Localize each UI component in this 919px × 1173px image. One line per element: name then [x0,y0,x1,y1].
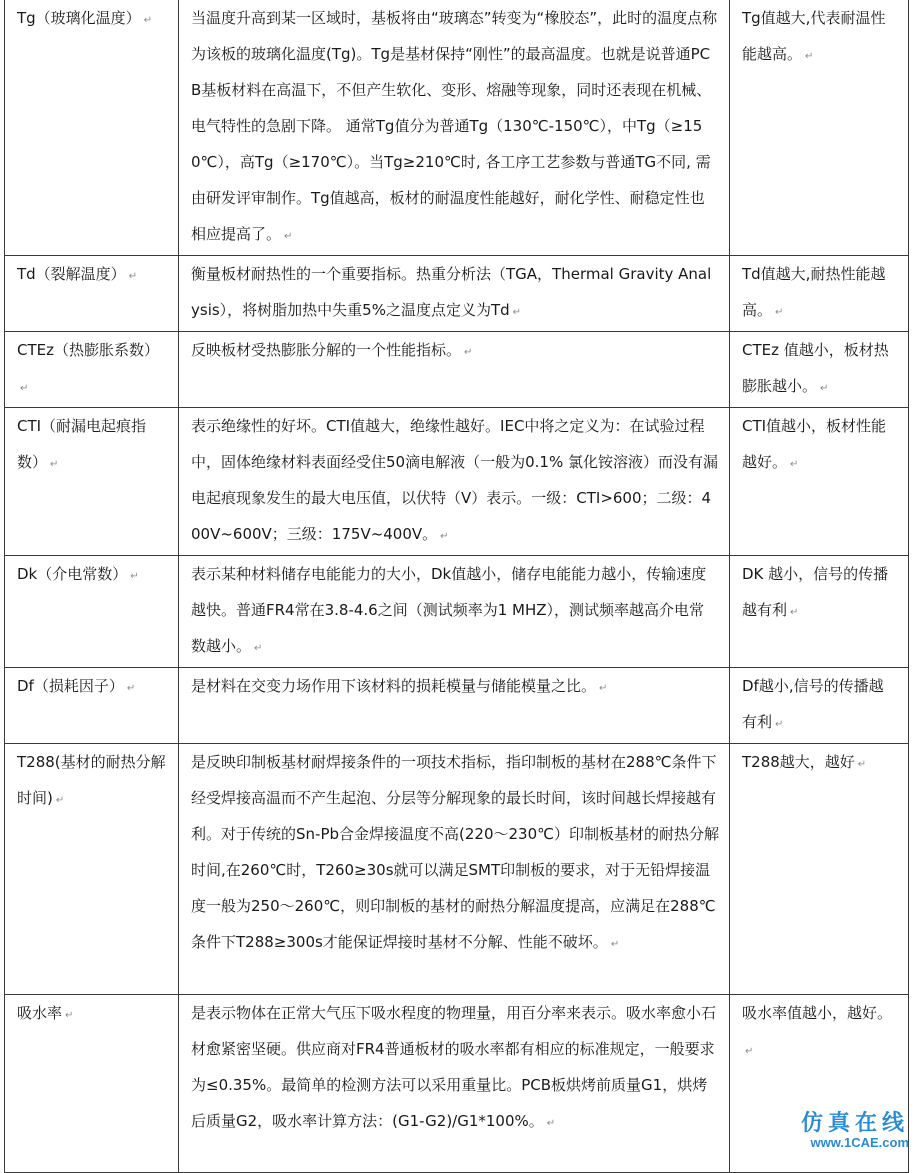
watermark-url: www.1CAE.com [810,1135,909,1150]
param-cell: CTEz（热膨胀系数）↵ [5,332,179,408]
description-cell: 当温度升高到某一区域时，基板将由“玻璃态”转变为“橡胶态”，此时的温度点称为该板的玻璃化温度(Tg)。Tg是基材保持“刚性”的最高温度。也就是说普通PCB基板材料在高温下，不但产生软化、变形、熔融等现象，同时还表现在机械、电气特性的急剧下降。 通常Tg值分为普通Tg（130℃-150℃），中Tg（≥150℃），高Tg（≥170℃）。当Tg≥210℃时, 各工序工艺参数与普通TG不同, 需由研发评审制作。Tg值越高，板材的耐温度性能越好，耐化学性、耐稳定性也相应提高了。 ↵ [179,0,730,256]
watermark-text: 仿真在线 [800,1110,909,1136]
description-cell: 是材料在交变力场作用下该材料的损耗模量与储能模量之比。 ↵ [179,668,730,744]
param-cell: 吸水率 ↵ [5,995,179,1173]
description-cell: 表示某种材料储存电能能力的大小，Dk值越小，储存电能能力越小，传输速度越快。普通FR4常在3.8-4.6之间（测试频率为1 MHZ），测试频率越高介电常数越小。 ↵ [179,556,730,668]
effect-cell: CTI值越小，板材性能越好。 ↵ [730,408,909,556]
description-cell: 是反映印制板基材耐焊接条件的一项技术指标，指印制板的基材在288℃条件下经受焊接高温而不产生起泡、分层等分解现象的最长时间，该时间越长焊接越有利。对于传统的Sn-Pb合金焊接温度不高(220～230℃）印制板基材的耐热分解时间,在260℃时，T260≥30s就可以满足SMT印制板的要求，对于无铅焊接温度一般为250～260℃，则印制板的基材的耐热分解温度提高，应满足在288℃条件下T288≥300s才能保证焊接时基材不分解、性能不破坏。 ↵ [179,744,730,995]
effect-cell: Df越小,信号的传播越有利 ↵ [730,668,909,744]
table-row [5,668,909,744]
effect-cell: Tg值越大,代表耐温性能越高。 ↵ [730,0,909,256]
param-cell: T288(基材的耐热分解时间) ↵ [5,744,179,995]
watermark-logo [801,1111,909,1151]
table-row [5,995,909,1173]
param-cell: Dk（介电常数） ↵ [5,556,179,668]
param-cell: CTI（耐漏电起痕指数） ↵ [5,408,179,556]
description-cell: 是表示物体在正常大气压下吸水程度的物理量，用百分率来表示。吸水率愈小石材愈紧密坚硬。供应商对FR4普通板材的吸水率都有相应的标准规定，一般要求为≤0.35%。最简单的检测方法可以采用重量比。PCB板烘烤前质量G1，烘烤后质量G2，吸水率计算方法：(G1-G2)/G1*100%。 ↵ [179,995,730,1173]
table-row [5,332,909,408]
table-row [5,556,909,668]
table-row [5,256,909,332]
effect-cell: T288越大，越好 ↵ [730,744,909,995]
effect-cell: CTEz 值越小，板材热膨胀越小。 ↵ [730,332,909,408]
effect-cell: DK 越小，信号的传播越有利 ↵ [730,556,909,668]
effect-cell: 吸水率值越小，越好。↵ [730,995,909,1173]
table-row [5,0,909,256]
param-cell: Tg（玻璃化温度） ↵ [5,0,179,256]
description-cell: 衡量板材耐热性的一个重要指标。热重分析法（TGA，Thermal Gravity Analysis），将树脂加热中失重5%之温度点定义为Td ↵ [179,256,730,332]
param-cell: Td（裂解温度） ↵ [5,256,179,332]
effect-cell: Td值越大,耐热性能越高。 ↵ [730,256,909,332]
table-row [5,744,909,995]
description-cell: 表示绝缘性的好坏。CTI值越大，绝缘性越好。IEC中将之定义为：在试验过程中，固体绝缘材料表面经受住50滴电解液（一般为0.1% 氯化铵溶液）而没有漏电起痕现象发生的最大电压值，以伏特（V）表示。一级：CTI>600；二级：400V~600V；三级：175V~400V。 ↵ [179,408,730,556]
table-row [5,408,909,556]
material-properties-table [4,0,909,1173]
param-cell: Df（损耗因子） ↵ [5,668,179,744]
description-cell: 反映板材受热膨胀分解的一个性能指标。 ↵ [179,332,730,408]
